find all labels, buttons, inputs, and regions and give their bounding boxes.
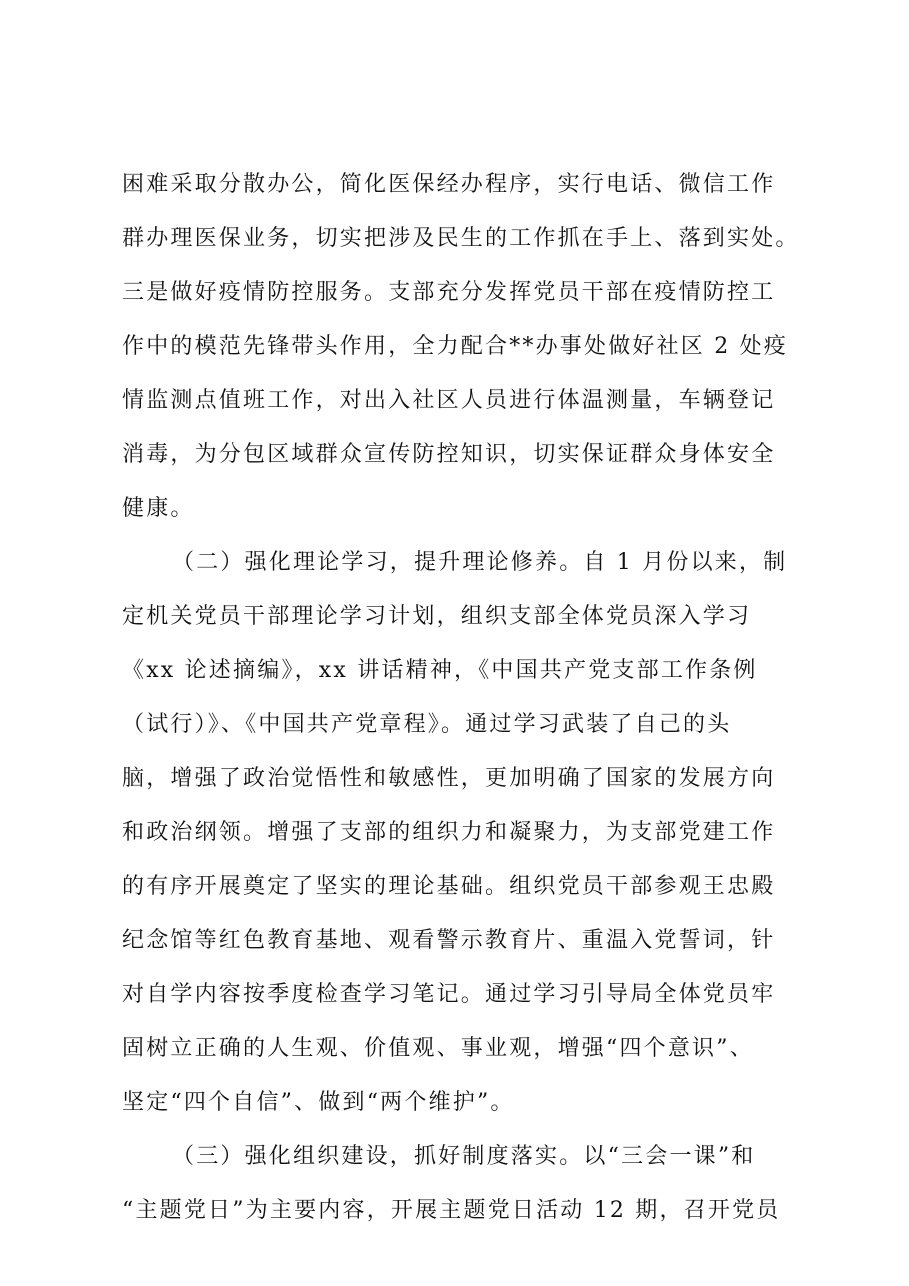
text-line: 对自学内容按季度检查学习笔记。通过学习引导局全体党员牢 — [122, 982, 776, 1007]
text-line: 作中的模范先锋带头作用，全力配合**办事处做好社区 2 处疫 — [122, 334, 788, 359]
text-line: 脑，增强了政治觉悟性和敏感性，更加明确了国家的发展方向 — [122, 766, 776, 791]
text-line: 群办理医保业务，切实把涉及民生的工作抓在手上、落到实处。 — [122, 226, 800, 251]
text-line: 情监测点值班工作，对出入社区人员进行体温测量，车辆登记 — [122, 388, 776, 413]
text-line: 和政治纲领。增强了支部的组织力和凝聚力，为支部党建工作 — [122, 820, 776, 845]
text-line: 固树立正确的人生观、价值观、事业观，增强“四个意识”、 — [122, 1036, 754, 1061]
text-line: “主题党日”为主要内容，开展主题党日活动 12 期，召开党员 — [122, 1198, 781, 1223]
text-line: 健康。 — [122, 496, 195, 521]
text-line: 坚定“四个自信”、做到“两个维护”。 — [122, 1090, 515, 1115]
text-line: 三是做好疫情防控服务。支部充分发挥党员干部在疫情防控工 — [122, 280, 776, 305]
text-line: 消毒，为分包区域群众宣传防控知识，切实保证群众身体安全 — [122, 442, 776, 467]
paragraph-heading-2: （二）强化理论学习，提升理论修养。自 1 月份以来，制 — [172, 550, 788, 575]
text-line: 《xx 论述摘编》，xx 讲话精神，《中国共产党支部工作条例 — [122, 658, 758, 683]
paragraph-heading-3: （三）强化组织建设，抓好制度落实。以“三会一课”和 — [172, 1144, 756, 1169]
text-line: 的有序开展奠定了坚实的理论基础。组织党员干部参观王忠殿 — [122, 874, 776, 899]
text-line: 定机关党员干部理论学习计划，组织支部全体党员深入学习 — [122, 604, 752, 629]
text-line: （试行）》、《中国共产党章程》。通过学习武装了自己的头 — [122, 712, 732, 737]
text-line: 纪念馆等红色教育基地、观看警示教育片、重温入党誓词，针 — [122, 928, 776, 953]
text-line: 困难采取分散办公，简化医保经办程序，实行电话、微信工作 — [122, 172, 776, 197]
